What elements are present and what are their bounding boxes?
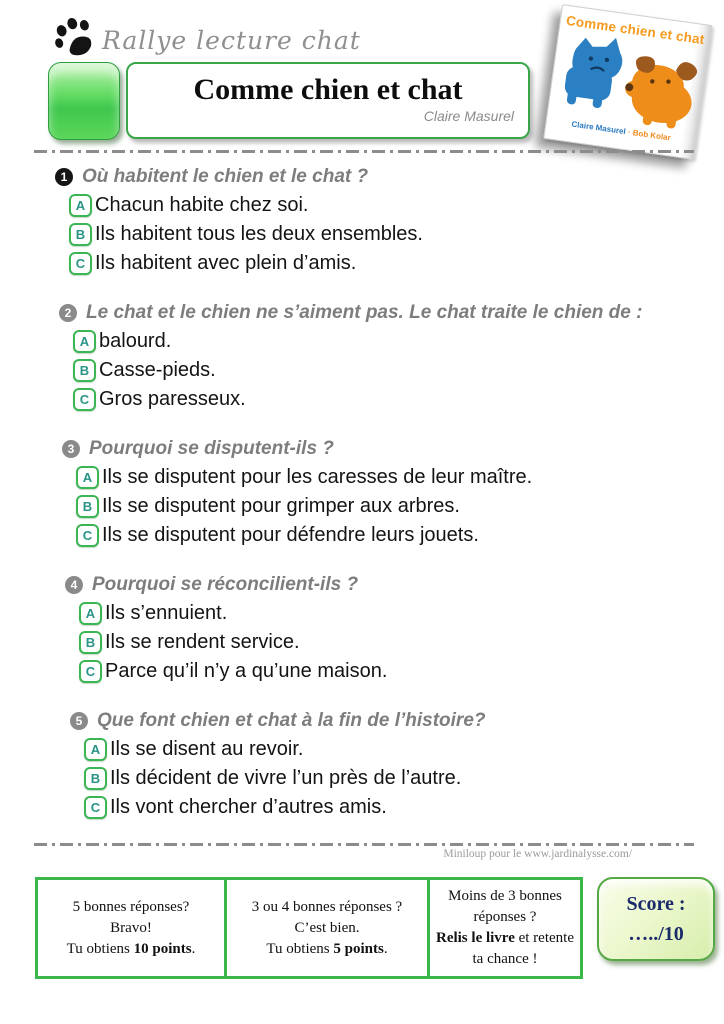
dog-icon [620,54,698,131]
answer-option-1b[interactable] [69,220,696,249]
option-text: Casse-pieds. [99,359,216,381]
answer-option-4a[interactable] [79,599,696,628]
points-bold: 5 points [333,940,384,957]
cat-icon [562,32,625,111]
question-1 [55,166,696,278]
dashed-divider-top [34,150,694,153]
paw-print-icon [52,14,96,58]
score-cell-5-points [226,879,429,978]
relis-bold: Relis le livre [435,930,515,946]
question-text: Où habitent le chien et le chat ? [82,166,369,187]
cover-author-separator: · [627,127,632,137]
rally-title: Rallye lecture chat [102,26,361,55]
cell-line: Moins de 3 bonnes réponses ? [448,888,562,925]
option-text: Chacun habite chez soi. [95,194,309,216]
dashed-divider-bottom [34,843,694,846]
answer-option-3c[interactable] [76,521,696,550]
question-5 [70,710,696,822]
option-letter-badge[interactable]: C [76,524,99,547]
cover-author-bob: Bob Kolar [632,128,672,143]
question-2 [59,302,696,414]
answer-option-3a[interactable] [76,463,696,492]
option-letter-badge[interactable]: B [69,223,92,246]
option-text: Gros paresseux. [99,388,246,410]
book-cover [543,4,712,160]
option-text: Ils se disputent pour grimper aux arbres. [102,495,460,517]
question-header [62,438,696,460]
book-cover-title: Comme chien et chat [565,12,706,48]
option-text: Ils se disputent pour défendre leurs jouets. [102,524,479,546]
option-text: Ils se rendent service. [105,631,300,653]
question-3 [62,438,696,550]
answer-option-2c[interactable] [73,385,696,414]
option-letter-badge[interactable]: C [69,252,92,275]
option-letter-badge[interactable]: B [76,495,99,518]
credit-line: Miniloup pour le www.jardinalysse.com/ [443,848,632,860]
cell-line: 5 bonnes réponses? [72,898,190,915]
option-letter-badge[interactable]: A [79,602,102,625]
option-text: balourd. [99,330,172,352]
table-row [37,879,582,978]
page-title: Comme chien et chat [193,73,463,106]
option-letter-badge[interactable]: C [73,388,96,411]
answer-option-2b[interactable] [73,356,696,385]
option-letter-badge[interactable]: B [79,631,102,654]
answer-option-4c[interactable] [79,657,696,686]
question-text: Pourquoi se disputent-ils ? [89,438,334,459]
cell-line: . [383,940,388,957]
score-box [597,877,715,961]
option-text: Ils se disent au revoir. [110,738,304,760]
question-number-badge: 3 [62,440,80,458]
answer-option-1c[interactable] [69,249,696,278]
question-number-badge: 5 [70,712,88,730]
option-letter-badge[interactable]: C [79,660,102,683]
green-square-decoration [48,62,120,140]
scoring-table [35,877,583,979]
answer-option-5b[interactable] [84,764,696,793]
question-header [65,574,696,596]
score-cell-10-points [37,879,226,978]
option-text: Ils se disputent pour les caresses de leur maître. [102,466,533,488]
answer-option-5a[interactable] [84,735,696,764]
score-value[interactable]: …../10 [628,923,684,945]
option-letter-badge[interactable]: B [84,767,107,790]
option-letter-badge[interactable]: A [84,738,107,761]
question-4 [65,574,696,686]
score-label: Score : [626,893,686,915]
answer-option-2a[interactable] [73,327,696,356]
question-header [70,710,696,732]
answer-option-1a[interactable] [69,191,696,220]
answer-option-5c[interactable] [84,793,696,822]
cell-line: Bravo! [110,919,152,936]
points-bold: 10 points [133,940,192,957]
option-text: Ils habitent avec plein d’amis. [95,252,357,274]
answer-option-3b[interactable] [76,492,696,521]
cover-author-claire: Claire Masurel [570,119,627,137]
question-text: Le chat et le chien ne s’aiment pas. Le chat traite le chien de : [86,302,643,323]
book-author: Claire Masurel [423,108,514,124]
cell-line: . [191,940,196,957]
cell-line: et retente ta chance ! [472,930,574,967]
answer-option-4b[interactable] [79,628,696,657]
question-number-badge: 2 [59,304,77,322]
option-text: Parce qu’il n’y a qu’une maison. [105,660,388,682]
questions-list [55,166,696,846]
option-letter-badge[interactable]: A [69,194,92,217]
cell-line: C’est bien. [294,919,360,936]
option-text: Ils s’ennuient. [105,602,228,624]
question-header [59,302,696,324]
option-text: Ils décident de vivre l’un près de l’autre. [110,767,462,789]
option-letter-badge[interactable]: C [84,796,107,819]
score-cell-retry [429,879,582,978]
option-text: Ils habitent tous les deux ensembles. [95,223,423,245]
option-letter-badge[interactable]: B [73,359,96,382]
question-number-badge: 4 [65,576,83,594]
question-header [55,166,696,188]
cell-line: Tu obtiens [266,940,334,957]
cell-line: Tu obtiens [66,940,134,957]
title-box [126,62,530,139]
option-letter-badge[interactable]: A [73,330,96,353]
question-text: Pourquoi se réconcilient-ils ? [92,574,359,595]
option-letter-badge[interactable]: A [76,466,99,489]
cell-line: 3 ou 4 bonnes réponses ? [251,898,403,915]
option-text: Ils vont chercher d’autres amis. [110,796,387,818]
question-number-badge: 1 [55,168,73,186]
question-text: Que font chien et chat à la fin de l’histoire? [97,710,486,731]
